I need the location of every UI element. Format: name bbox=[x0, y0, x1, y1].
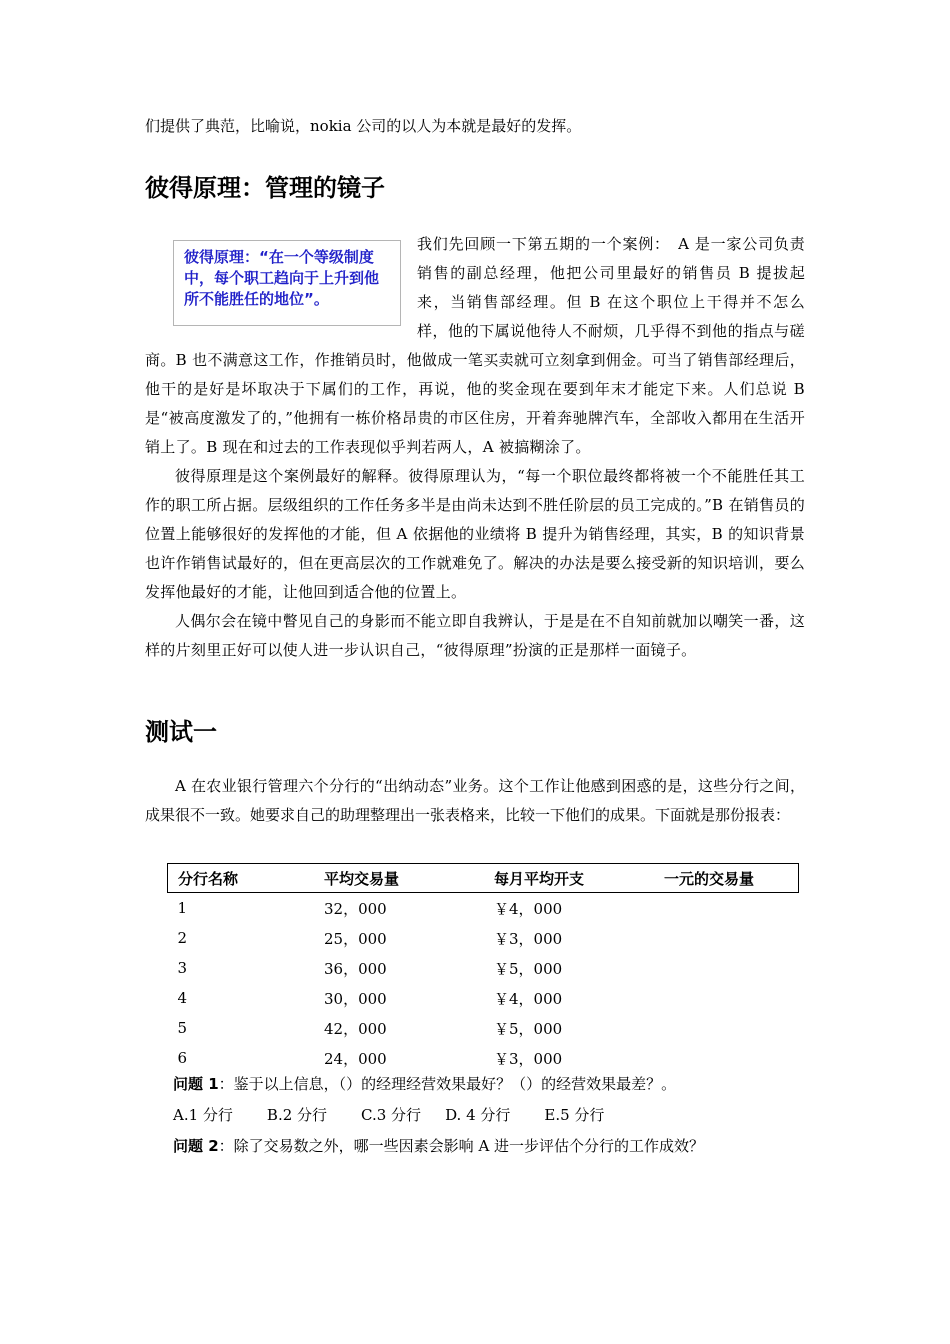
cell-expense: ￥3，000 bbox=[494, 929, 563, 948]
table-row bbox=[168, 983, 799, 1013]
cell-branch: 5 bbox=[177, 1019, 188, 1037]
option-d: D. 4 分行 bbox=[445, 1106, 511, 1124]
mirror-paragraph: 人偶尔会在镜中瞥见自己的身影而不能立即自我辨认，于是是在不自知前就加以嘲笑一番，这样的片刻里正好可以使人进一步认识自己，“彼得原理”扮演的正是那样一面镜子。 bbox=[145, 612, 805, 659]
section-title-peter-principle: 彼得原理：管理的镜子 bbox=[145, 174, 385, 202]
cell-volume: 36，000 bbox=[324, 959, 387, 978]
cell-per-yuan bbox=[654, 1043, 799, 1073]
header-monthly-expense: 每月平均开支 bbox=[484, 864, 654, 893]
cell-per-yuan bbox=[654, 893, 799, 924]
question-2-label: 问题 2 bbox=[173, 1137, 219, 1155]
table-row bbox=[168, 1013, 799, 1043]
question-2-text: ：除了交易数之外，哪一些因素会影响 A 进一步评估个分行的工作成效？ bbox=[218, 1137, 705, 1155]
cell-per-yuan bbox=[654, 953, 799, 983]
cell-expense: ￥3，000 bbox=[494, 1049, 563, 1068]
cell-branch: 2 bbox=[177, 929, 188, 947]
table-row bbox=[168, 953, 799, 983]
option-a: A.1 分行 bbox=[173, 1106, 233, 1124]
intro-line: 们提供了典范，比喻说，nokia 公司的以人为本就是最好的发挥。 bbox=[145, 117, 582, 135]
cell-expense: ￥5，000 bbox=[494, 1019, 563, 1038]
question-1-options bbox=[173, 1101, 803, 1130]
cell-branch: 1 bbox=[177, 899, 188, 917]
section-title-test-one: 测试一 bbox=[145, 718, 217, 746]
branch-report-table bbox=[167, 863, 799, 1073]
question-1 bbox=[173, 1070, 803, 1099]
table-row bbox=[168, 1043, 799, 1073]
option-c: C.3 分行 bbox=[361, 1106, 422, 1124]
question-2 bbox=[173, 1132, 803, 1161]
cell-per-yuan bbox=[654, 923, 799, 953]
cell-per-yuan bbox=[654, 983, 799, 1013]
question-1-text: ：鉴于以上信息，（）的经理经营效果最好？（）的经营效果最差？。 bbox=[218, 1075, 677, 1093]
cell-expense: ￥4，000 bbox=[494, 989, 563, 1008]
case-block bbox=[145, 230, 805, 665]
cell-per-yuan bbox=[654, 1013, 799, 1043]
cell-volume: 25，000 bbox=[324, 929, 387, 948]
table-header-row bbox=[168, 864, 799, 893]
option-b: B.2 分行 bbox=[266, 1106, 328, 1124]
cell-volume: 42，000 bbox=[324, 1019, 387, 1038]
cell-volume: 32，000 bbox=[324, 899, 387, 918]
explanation-paragraph: 彼得原理是这个案例最好的解释。彼得原理认为，“每一个职位最终都将被一个不能胜任其工作的职工所占据。层级组织的工作任务多半是由尚未达到不胜任阶层的员工完成的。”B 在销售员的位置上能够很好的发挥他的才能，但 A 依据他的业绩将 B 提升为销售经理，其实，B 的知识背景也许作销售试最好的，但在更高层次的工作就难免了。解决的办法是要么接受新的知识培训，要么发挥他最好的才能，让他回到适合他的位置上。 bbox=[145, 467, 805, 601]
cell-volume: 30，000 bbox=[324, 989, 387, 1008]
cell-branch: 6 bbox=[177, 1049, 188, 1067]
header-branch-name: 分行名称 bbox=[168, 864, 315, 893]
callout-box: 彼得原理：“在一个等级制度中，每个职工趋向于上升到他所不能胜任的地位”。 bbox=[173, 240, 401, 326]
option-e: E.5 分行 bbox=[544, 1106, 605, 1124]
test-paragraph: A 在农业银行管理六个分行的“出纳动态”业务。这个工作让他感到困惑的是，这些分行之间，成果很不一致。她要求自己的助理整理出一张表格来，比较一下他们的成果。下面就是那份报表： bbox=[145, 777, 805, 824]
header-avg-volume: 平均交易量 bbox=[314, 864, 484, 893]
cell-volume: 24，000 bbox=[324, 1049, 387, 1068]
cell-expense: ￥5，000 bbox=[494, 959, 563, 978]
cell-branch: 4 bbox=[177, 989, 188, 1007]
table-row bbox=[168, 923, 799, 953]
question-1-label: 问题 1 bbox=[173, 1075, 219, 1093]
table-row bbox=[168, 893, 799, 924]
cell-branch: 3 bbox=[177, 959, 188, 977]
header-volume-per-yuan: 一元的交易量 bbox=[654, 864, 799, 893]
cell-expense: ￥4，000 bbox=[494, 899, 563, 918]
case-paragraph: 我们先回顾一下第五期的一个案例： A 是一家公司负责销售的副总经理，他把公司里最好的销售员 B 提拔起来，当销售部经理。但 B 在这个职位上干得并不怎么样，他的下属说他待人不耐烦，几乎得不到他的指点与磋商。B 也不满意这工作，作推销员时，他做成一笔买卖就可立刻拿到佣金。可当了销售部经理后，他干的是好是坏取决于下属们的工作，再说，他的奖金现在要到年末才能定下来。人们总说 B 是“被高度激发了的，”他拥有一栋价格昂贵的市区住房，开着奔驰牌汽车，全部收入都用在生活开销上了。B 现在和过去的工作表现似乎判若两人，A 被搞糊涂了。 bbox=[145, 235, 805, 456]
